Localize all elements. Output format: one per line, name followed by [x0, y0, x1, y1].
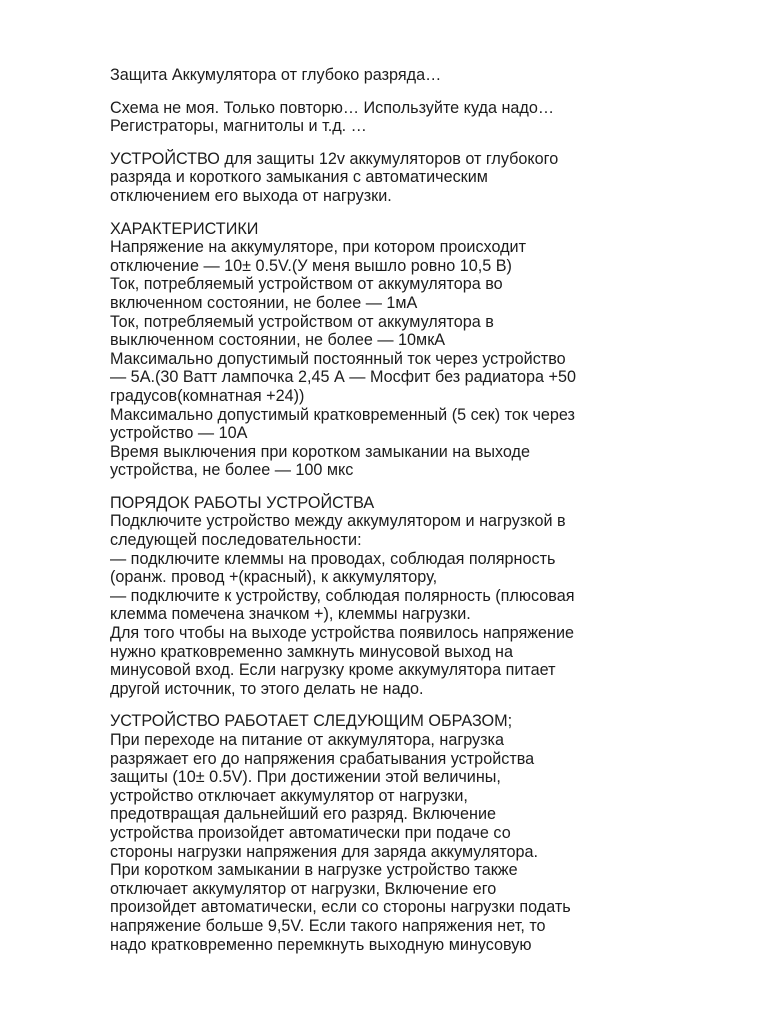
- text-line: надо кратковременно перемкнуть выходную минусовую: [110, 935, 532, 954]
- text-line: Ток, потребляемый устройством от аккумулятора в: [110, 312, 494, 331]
- text-line: стороны нагрузки напряжения для заряда аккумулятора.: [110, 842, 538, 861]
- text-line: разряжает его до напряжения срабатывания устройства: [110, 749, 535, 768]
- text-line: напряжение больше 9,5V. Если такого напряжения нет, то: [110, 916, 546, 935]
- characteristics-section: [110, 220, 630, 480]
- text-line: Регистраторы, магнитолы и т.д. …: [110, 117, 367, 136]
- section-heading: УСТРОЙСТВО РАБОТАЕТ СЛЕДУЮЩИМ ОБРАЗОМ;: [110, 712, 513, 731]
- text-line: произойдет автоматически, если со стороны нагрузки подать: [110, 898, 571, 917]
- text-line: клемма помечена значком +), клеммы нагрузки.: [110, 605, 471, 624]
- text-line: Схема не моя. Только повторю… Используйте куда надо…: [110, 98, 555, 117]
- section-heading: ПОРЯДОК РАБОТЫ УСТРОЙСТВА: [110, 493, 375, 512]
- text-line: — подключите клеммы на проводах, соблюдая полярность: [110, 549, 556, 568]
- text-line: — подключите к устройству, соблюдая полярность (плюсовая: [110, 586, 575, 605]
- text-line: выключенном состоянии, не более — 10мкА: [110, 331, 446, 350]
- text-line: Для того чтобы на выходе устройства появилось напряжение: [110, 624, 575, 643]
- text-line: нужно кратковременно замкнуть минусовой выход на: [110, 642, 513, 661]
- text-line: следующей последовательности:: [110, 531, 362, 550]
- intro-paragraph: [110, 99, 630, 136]
- text-line: Максимально допустимый постоянный ток через устройство: [110, 349, 566, 368]
- text-line: отключает аккумулятор от нагрузки, Включение его: [110, 879, 497, 898]
- text-line: (оранж. провод +(красный), к аккумулятору,: [110, 568, 438, 587]
- operating-procedure-section: [110, 494, 630, 699]
- text-line: Напряжение на аккумуляторе, при котором происходит: [110, 238, 527, 257]
- text-line: разряда и короткого замыкания с автоматическим: [110, 168, 488, 187]
- section-heading: ХАРАКТЕРИСТИКИ: [110, 219, 259, 238]
- text-line: Время выключения при коротком замыкании на выходе: [110, 442, 530, 461]
- text-line: защиты (10± 0.5V). При достижении этой величины,: [110, 768, 501, 787]
- text-line: предотвращая дальнейший его разряд. Включение: [110, 805, 497, 824]
- text-line: устройства произойдет автоматически при подаче со: [110, 823, 511, 842]
- text-line: включенном состоянии, не более — 1мА: [110, 293, 418, 312]
- text-line: устройство отключает аккумулятор от нагрузки,: [110, 786, 468, 805]
- text-line: другой источник, то этого делать не надо.: [110, 679, 424, 698]
- text-line: — 5А.(30 Ватт лампочка 2,45 А — Мосфит без радиатора +50: [110, 368, 577, 387]
- document-page: [110, 66, 630, 968]
- text-line: минусовой вход. Если нагрузку кроме аккумулятора питает: [110, 661, 556, 680]
- text-line: При переходе на питание от аккумулятора, нагрузка: [110, 731, 504, 749]
- text-line: градусов(комнатная +24)): [110, 386, 305, 405]
- text-line: Ток, потребляемый устройством от аккумулятора во: [110, 275, 503, 294]
- text-line: отключение — 10± 0.5V.(У меня вышло ровно 10,5 В): [110, 256, 512, 275]
- text-line: При коротком замыкании в нагрузке устройство также: [110, 861, 518, 880]
- text-line: Защита Аккумулятора от глубоко разряда…: [110, 66, 442, 84]
- text-line: Подключите устройство между аккумулятором и нагрузкой в: [110, 512, 566, 531]
- how-it-works-section: [110, 712, 630, 954]
- document-title: [110, 66, 630, 85]
- text-line: Максимально допустимый кратковременный (5 сек) ток через: [110, 405, 575, 424]
- device-description-paragraph: [110, 150, 630, 206]
- text-line: устройство — 10А: [110, 424, 248, 443]
- text-line: устройства, не более — 100 мкс: [110, 461, 354, 480]
- text-line: отключением его выхода от нагрузки.: [110, 186, 392, 205]
- text-line: УСТРОЙСТВО для защиты 12v аккумуляторов от глубокого: [110, 149, 559, 168]
